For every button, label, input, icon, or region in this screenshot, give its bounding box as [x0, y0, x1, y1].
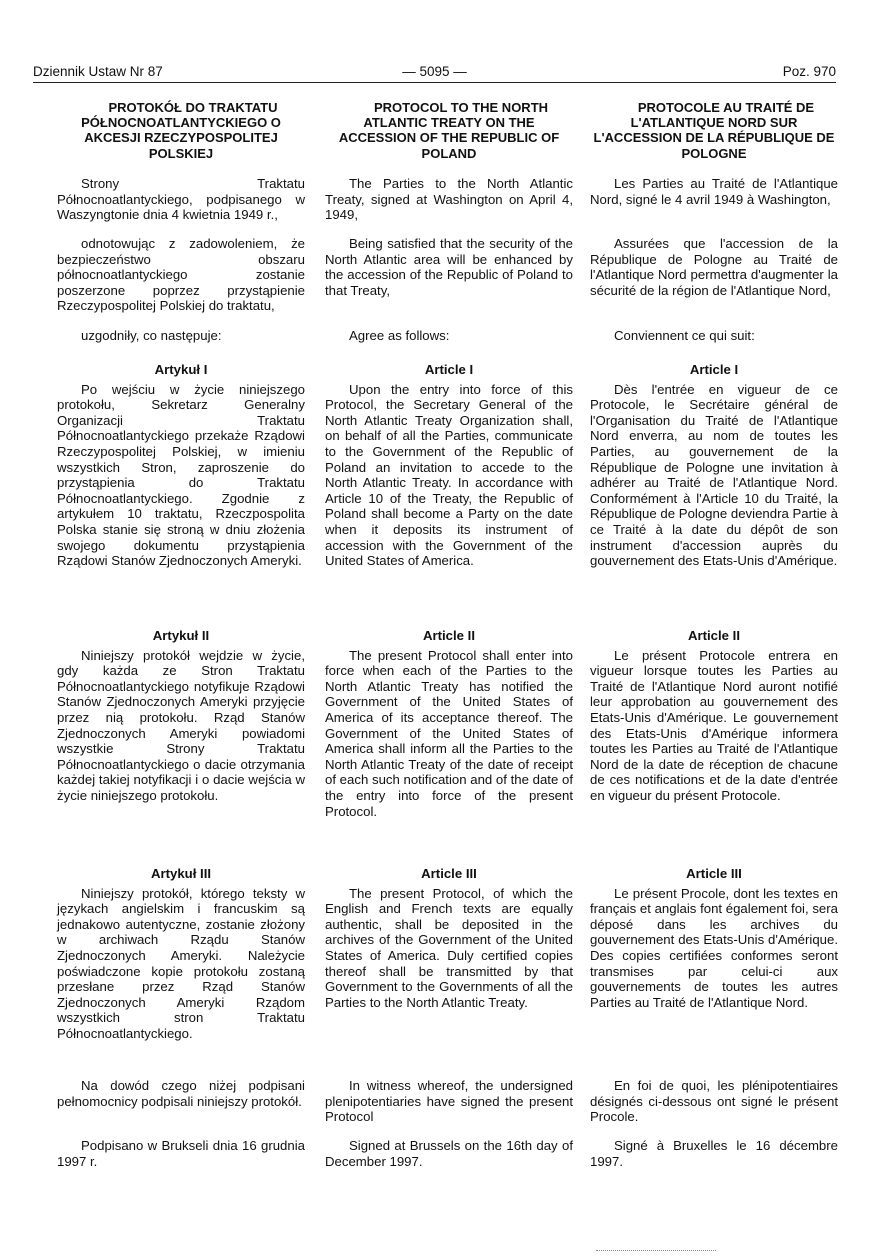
fr-signed: [590, 1138, 838, 1169]
en-title: PROTOCOL TO THE NORTH ATLANTIC TREATY ON THE ACCESSION OF THE REPUBLIC OF POLAND: [338, 100, 560, 161]
fr-article-1: [590, 362, 838, 569]
pl-article-1-text: Po wejściu w życie niniejszego protokołu, Sekretarz Generalny Organizacji Traktatu Północnoatlantyckiego przekaże Rządowi Rzeczypospolitej Polskiej, w imieniu wszystkich Stron, zaproszenie do przystąpienia do Traktatu Północnoatlantyckiego. Zgodnie z artykułem 10 traktatu, Rzeczpospolita Polska stanie się stroną w dniu złożenia swojego dokumentu przystąpienia Rządowi Stanów Zjednoczonych Ameryki.: [57, 381, 305, 569]
en-preamble-2-text: Being satisfied that the security of the North Atlantic area will be enhanced by the accession of the Republic of Poland to that Treaty,: [325, 236, 573, 298]
fr-witness: [590, 1078, 838, 1125]
pl-article-1-heading: Artykuł I: [154, 362, 208, 377]
en-agree: [325, 328, 573, 344]
pl-title: PROTOKÓŁ DO TRAKTATU PÓŁNOCNOATLANTYCKIEGO O AKCESJI RZECZYPOSPOLITEJ POLSKIEJ: [81, 100, 281, 161]
pl-article-3: [57, 866, 305, 1042]
pl-agree-text: uzgodniły, co następuje:: [81, 328, 222, 343]
fr-preamble-2: [590, 236, 838, 298]
journal-name: Dziennik Ustaw Nr 87: [33, 64, 163, 79]
en-witness-text: In witness whereof, the undersigned plenipotentiaries have signed the present Protocol: [325, 1078, 573, 1125]
fr-preamble-2-text: Assurées que l'accession de la République de Pologne au Traité de l'Atlantique Nord permettra d'augmenter la sécurité de la région de l'Atlantique Nord,: [590, 236, 838, 298]
pl-preamble-2-text: odnotowując z zadowoleniem, że bezpieczeństwo obszaru północnoatlantyckiego zostanie poszerzone poprzez przystąpienie Rzeczypospolitej Polskiej do traktatu,: [57, 236, 305, 314]
pl-preamble-2: [57, 236, 305, 314]
fr-title: PROTOCOLE AU TRAITÉ DE L'ATLANTIQUE NORD SUR L'ACCESSION DE LA RÉPUBLIQUE DE POLOGNE: [593, 100, 835, 161]
fr-preamble-1-text: Les Parties au Traité de l'Atlantique Nord, signé le 4 avril 1949 à Washington,: [590, 176, 838, 207]
en-article-1-text: Upon the entry into force of this Protocol, the Secretary General of the North Atlantic Treaty Organization shall, on behalf of all the Parties, communicate to the Government of the Republic of Poland an invitation to accede to the North Atlantic Treaty. In accordance with Article 10 of the Treaty, the Republic of Poland shall become a Party on the date when it deposits its instrument of accession with the Government of the United States of America.: [325, 381, 573, 569]
pl-preamble-1: [57, 176, 305, 223]
en-article-1: [325, 362, 573, 569]
header-rule: [33, 82, 836, 83]
fr-agree-text: Conviennent ce qui suit:: [614, 328, 755, 343]
en-agree-text: Agree as follows:: [349, 328, 450, 343]
en-preamble-1: [325, 176, 573, 223]
en-witness: [325, 1078, 573, 1125]
fr-signed-text: Signé à Bruxelles le 16 décembre 1997.: [590, 1138, 838, 1169]
fr-article-3-text: Le présent Procole, dont les textes en français et anglais font également foi, sera déposé dans les archives du gouvernement des Etats-Unis d'Amérique. Des copies certifiées conformes seront transmises par celui-ci aux gouvernements de toutes les autres Parties au Traité de l'Atlantique Nord.: [590, 885, 838, 1010]
page-header: [33, 64, 836, 82]
en-article-2-heading: Article II: [422, 628, 476, 643]
fr-article-3: [590, 866, 838, 1010]
fr-agree: [590, 328, 838, 344]
en-article-3-heading: Article III: [421, 866, 477, 881]
pl-signed-text: Podpisano w Brukseli dnia 16 grudnia 1997 r.: [57, 1138, 305, 1169]
pl-witness: [57, 1078, 305, 1109]
pl-article-3-text: Niniejszy protokół, którego teksty w językach angielskim i francuskim są jednakowo autentyczne, zostanie złożony w archiwach Rządu Stanów Zjednoczonych Ameryki. Należycie poświadczone kopie protokołu zostaną przesłane przez Rząd Stanów Zjednoczonych Ameryki Rządom wszystkich stron Traktatu Północnoatlantyckiego.: [57, 885, 305, 1041]
en-signed-text: Signed at Brussels on the 16th day of December 1997.: [325, 1138, 573, 1169]
pl-signed: [57, 1138, 305, 1169]
fr-article-3-heading: Article III: [686, 866, 742, 881]
pl-preamble-1-text: Strony Traktatu Północnoatlantyckiego, podpisanego w Waszyngtonie dnia 4 kwietnia 1949 r.,: [57, 176, 305, 223]
pl-article-2-text: Niniejszy protokół wejdzie w życie, gdy każda ze Stron Traktatu Północnoatlantyckiego notyfikuje Rządowi Stanów Zjednoczonych Ameryki przyjęcie przez nią protokołu. Rząd Stanów Zjednoczonych Ameryki powiadomi wszystkie Strony Traktatu Północnoatlantyckiego o dacie otrzymania każdej takiej notyfikacji i o dacie wejścia w życie niniejszego protokołu.: [57, 647, 305, 803]
fr-preamble-1: [590, 176, 838, 207]
en-title-block: [325, 100, 573, 161]
en-article-3: [325, 866, 573, 1010]
footer-scan-mark: [596, 1250, 716, 1251]
pl-article-2-heading: Artykuł II: [152, 628, 210, 643]
pl-agree: [57, 328, 305, 344]
fr-article-1-text: Dès l'entrée en vigueur de ce Protocole, le Secrétaire général de l'Organisation du Traité de l'Atlantique Nord enverra, au nom de toutes les Parties, au gouvernement de la République de Pologne une invitation à adhérer au Traité de l'Atlantique Nord. Conformément à l'Article 10 du Traité, la République de Pologne deviendra Partie à ce Traité à la date du dépôt de son instrument d'accession auprès du gouvernement des Etats-Unis d'Amérique.: [590, 381, 838, 569]
page-number: — 5095 —: [402, 64, 467, 79]
en-signed: [325, 1138, 573, 1169]
pl-article-3-heading: Artykuł III: [150, 866, 212, 881]
fr-article-2-text: Le présent Protocole entrera en vigueur lorsque toutes les Parties au Traité de l'Atlantique Nord auront notifié leur approbation au gouvernement des Etats-Unis d'Amérique. Le gouvernement des Etats-Unis d'Amérique informera toutes les Parties au Traité de l'Atlantique Nord de la date de réception de chacune de ces notifications et de la date d'entrée en vigueur du présent Protocole.: [590, 647, 838, 803]
pl-article-2: [57, 628, 305, 804]
en-article-3-text: The present Protocol, of which the English and French texts are equally authentic, shall be deposited in the archives of the Government of the United States of America. Duly certified copies thereof shall be transmitted by that Government to the Governments of all the Parties to the North Atlantic Treaty.: [325, 885, 573, 1010]
fr-witness-text: En foi de quoi, les plénipotentiaires désignés ci-dessous ont signé le présent Procole.: [590, 1078, 838, 1125]
pl-article-1: [57, 362, 305, 569]
fr-article-2-heading: Article II: [687, 628, 741, 643]
fr-article-1-heading: Article I: [689, 362, 739, 377]
position-number: Poz. 970: [782, 64, 836, 79]
fr-article-2: [590, 628, 838, 804]
pl-title-block: [57, 100, 305, 161]
en-preamble-1-text: The Parties to the North Atlantic Treaty, signed at Washington on April 4, 1949,: [325, 176, 573, 223]
en-article-2: [325, 628, 573, 819]
en-preamble-2: [325, 236, 573, 298]
en-article-2-text: The present Protocol shall enter into force when each of the Parties to the North Atlantic Treaty has notified the Government of the United States of America of its acceptance thereof. The Government of the United States of America shall inform all the Parties to the North Atlantic Treaty of the date of receipt of each such notification and of the date of the entry into force of the present Protocol.: [325, 647, 573, 819]
pl-witness-text: Na dowód czego niżej podpisani pełnomocnicy podpisali niniejszy protokół.: [57, 1078, 305, 1109]
fr-title-block: [590, 100, 838, 161]
en-article-1-heading: Article I: [424, 362, 474, 377]
